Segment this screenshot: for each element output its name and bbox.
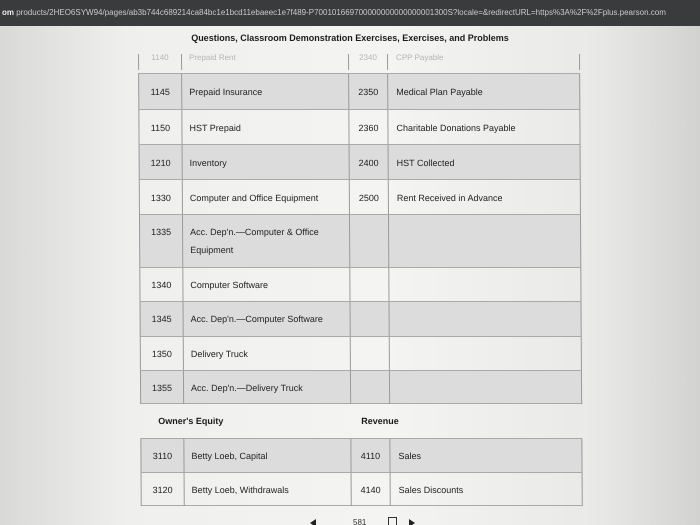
account-number: 4140: [360, 485, 381, 495]
account-name: Sales Discounts: [398, 485, 464, 495]
document-page: [0, 26, 700, 525]
account-name: Sales: [398, 451, 422, 461]
url-domain: om: [2, 8, 14, 17]
account-number: 2360: [358, 123, 379, 133]
account-number: 1330: [150, 193, 171, 203]
account-number: 1340: [151, 280, 172, 290]
account-number: 1150: [150, 123, 171, 133]
account-name: HST Prepaid: [189, 123, 241, 133]
account-name: Prepaid Insurance: [189, 87, 263, 97]
account-number: 2500: [358, 193, 379, 203]
table-row: [139, 179, 581, 214]
page-number: 581: [353, 518, 367, 525]
url-path: products/2HEO6SYW94/pages/ab3b744c689214ca84bc1e1bcd11ebaeec1e7f489-P700101669700000000000000001300S?locale=&redirectURL=https%3A%2F%2Fplus.pearson.com: [16, 8, 666, 17]
table-row-partial: [138, 54, 580, 70]
account-name: Computer and Office Equipment: [189, 193, 319, 203]
page-navigator: [306, 516, 416, 525]
bookmark-icon[interactable]: [388, 517, 397, 525]
account-name: Inventory: [189, 158, 227, 168]
table-row: [138, 109, 580, 144]
account-name-line-1: Acc. Dep'n.—Computer & Office: [190, 227, 319, 237]
account-name: Charitable Donations Payable: [396, 123, 516, 133]
account-name: Acc. Dep'n.—Computer Software: [190, 314, 323, 324]
chart-of-accounts-table: [138, 54, 583, 525]
account-number: 2400: [358, 158, 379, 168]
account-name: HST Collected: [396, 158, 455, 168]
account-number: 1355: [151, 383, 173, 393]
account-number: 1335: [151, 227, 172, 237]
account-number: 2340: [359, 53, 377, 62]
account-name: Computer Software: [190, 280, 268, 290]
account-number: 1210: [150, 158, 171, 168]
account-number: 2350: [358, 87, 379, 97]
account-name: Rent Received in Advance: [396, 193, 503, 203]
account-number: 4110: [360, 451, 381, 461]
table-row: [140, 438, 582, 472]
next-page-icon[interactable]: [409, 519, 415, 525]
page-title: Questions, Classroom Demonstration Exercises, Exercises, and Problems: [191, 33, 509, 43]
section-heading-revenue: Revenue: [361, 416, 399, 426]
account-name: Medical Plan Payable: [396, 87, 483, 97]
account-name: Betty Loeb, Capital: [191, 451, 268, 461]
account-name: CPP Payable: [395, 53, 444, 62]
section-headings: [140, 404, 582, 438]
account-number: 1350: [151, 349, 172, 359]
account-name-line-2: Equipment: [190, 245, 234, 255]
browser-address-bar[interactable]: [0, 0, 700, 26]
account-name: Prepaid Rent: [188, 53, 236, 62]
table-row: [139, 214, 581, 267]
account-number: 1145: [150, 87, 170, 97]
table-row: [140, 301, 582, 336]
table-row: [141, 472, 583, 506]
account-number: 3120: [152, 485, 173, 495]
table-row: [140, 370, 582, 404]
account-name: Delivery Truck: [190, 349, 248, 359]
account-number: 1345: [151, 314, 172, 324]
table-row: [138, 73, 580, 109]
table-row: [139, 267, 581, 301]
account-name: Betty Loeb, Withdrawals: [191, 485, 289, 495]
table-row: [139, 144, 581, 179]
account-number: 1140: [151, 53, 169, 62]
account-name: Acc. Dep'n.—Delivery Truck: [191, 383, 303, 393]
table-row: [140, 336, 582, 370]
section-heading-owners-equity: Owner's Equity: [158, 416, 224, 426]
account-number: 3110: [152, 451, 173, 461]
previous-page-icon[interactable]: [310, 519, 316, 525]
